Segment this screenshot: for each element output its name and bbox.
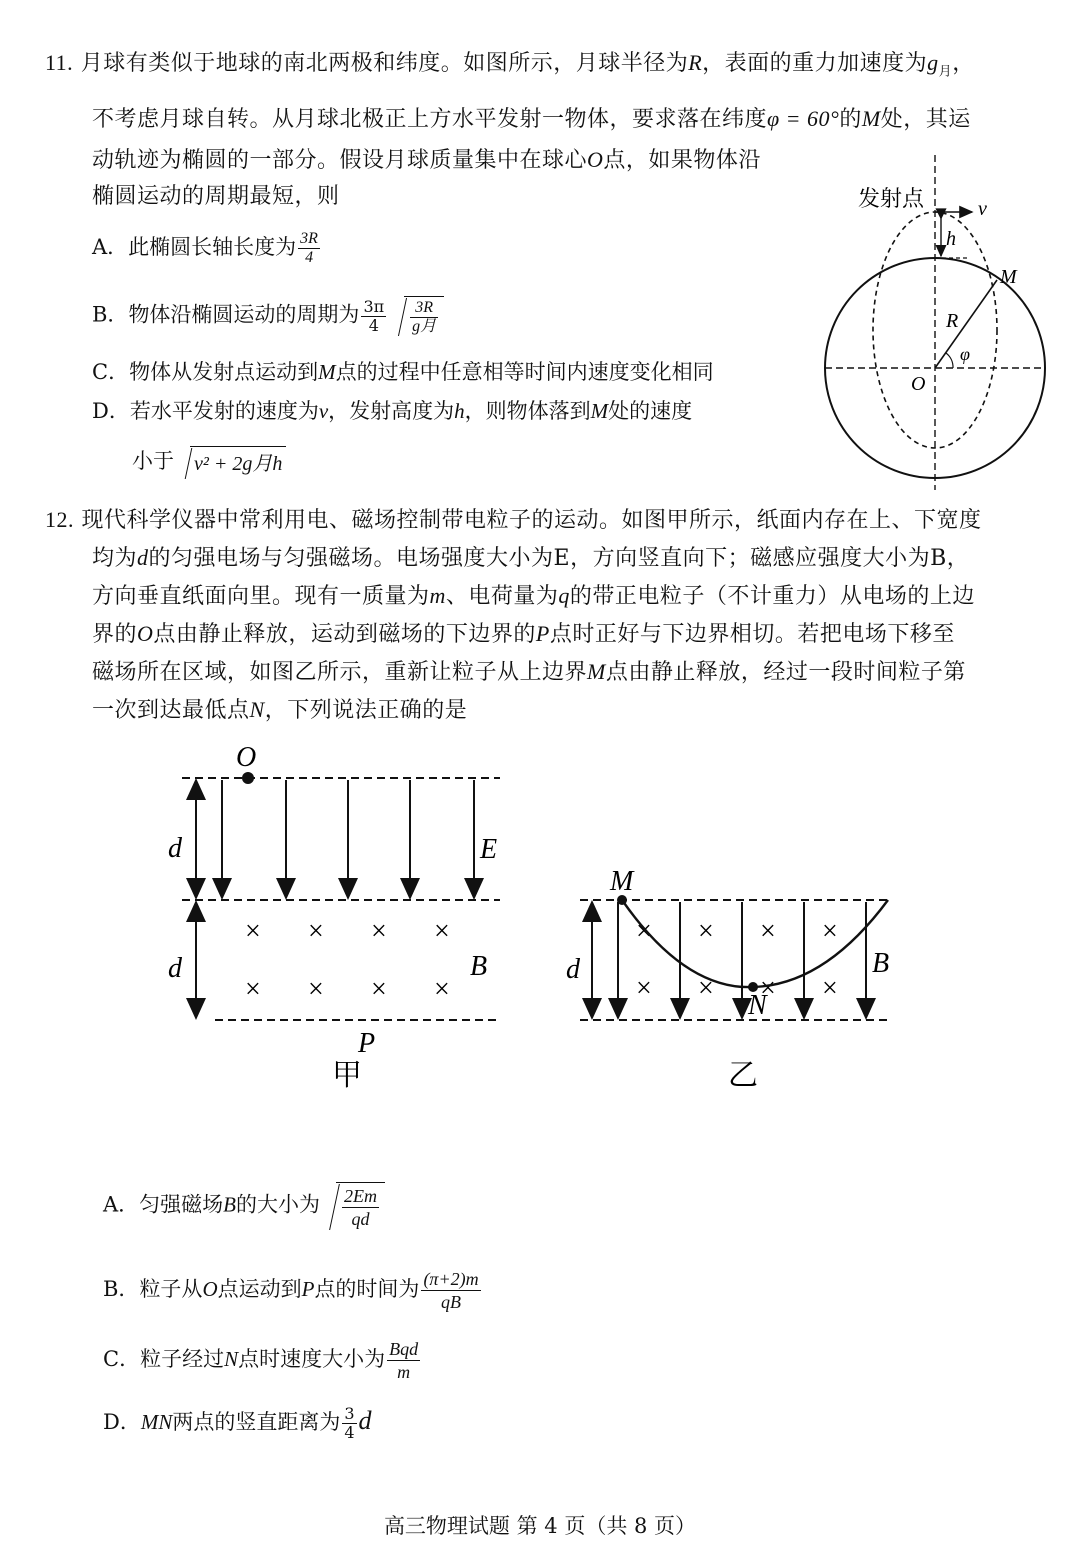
yi-point-n-label: N [748, 990, 767, 1021]
svg-text:×: × [822, 973, 838, 1004]
point-p-label: P [358, 1028, 376, 1059]
q12-option-c: C．粒子经过N点时速度大小为 $\frac{\text{Bqd}}{m}$ [103, 1339, 419, 1382]
svg-text:×: × [760, 916, 776, 947]
particle-trajectory [622, 900, 888, 987]
magnetic-crosses [245, 916, 450, 1005]
svg-text:×: × [698, 973, 714, 1004]
electric-field-lines [222, 780, 474, 896]
sqrt-symbol: $\frac{3R}{\text{g月}}$ [388, 296, 444, 336]
launch-point-label: 发射点 [858, 186, 925, 211]
height-label: h [946, 228, 956, 250]
q11-line4: 椭圆运动的周期最短，则 [92, 184, 340, 209]
q11-line3: 动轨迹为椭圆的一部分。假设月球质量集中在球心O点，如果物体沿 [92, 147, 761, 173]
width-label-1: d [168, 833, 182, 864]
q12-line5: 磁场所在区域，如图乙所示，重新让粒子从上边界M点由静止释放，经过一段时间粒子第 [92, 659, 966, 685]
point-m-label: M [1000, 266, 1017, 288]
phi-label: φ [960, 344, 970, 364]
point-o-dot [242, 772, 254, 784]
figure-yi [560, 860, 900, 1100]
svg-text:×: × [245, 916, 261, 947]
caption-yi: 乙 [728, 1059, 758, 1092]
q12-line6: 一次到达最低点N，下列说法正确的是 [92, 697, 468, 723]
svg-text:×: × [245, 974, 261, 1005]
svg-text:×: × [822, 916, 838, 947]
sqrt-symbol: v² + 2g月h [174, 446, 286, 479]
page-footer: 高三物理试题 第 4 页（共 8 页） [383, 1514, 697, 1538]
svg-text:×: × [371, 916, 387, 947]
q12-line1: 12. 现代科学仪器中常利用电、磁场控制带电粒子的运动。如图甲所示，纸面内存在上、下宽度 [45, 507, 982, 533]
q11-option-d-line2: 小于 v² + 2g月h [132, 446, 286, 479]
q11-option-c: C．物体从发射点运动到M点的过程中任意相等时间内速度变化相同 [92, 360, 714, 384]
angle-arc [946, 353, 953, 368]
point-o-label: O [236, 742, 257, 773]
q12-line3: 方向垂直纸面向里。现有一质量为m、电荷量为q的带正电粒子（不计重力）从电场的上边 [92, 583, 975, 609]
q12-line2: 均为d的匀强电场与匀强磁场。电场强度大小为E，方向竖直向下；磁感应强度大小为B， [92, 545, 970, 571]
q12-option-b: B．粒子从O点运动到P点的时间为 $\frac{(\pi+2)m}{qB}$ [103, 1269, 479, 1312]
moon-orbit-figure [810, 150, 1070, 495]
svg-text:×: × [434, 974, 450, 1005]
sqrt-symbol: $\frac{2Em}{qd}$ [320, 1182, 385, 1230]
svg-text:×: × [636, 916, 652, 947]
yi-b-label: B [872, 948, 890, 979]
yi-magnetic-crosses [636, 916, 838, 1004]
center-o-label: O [911, 373, 926, 395]
b-label: B [470, 951, 488, 982]
q11-option-a: A．此椭圆长轴长度为 $\frac{3R}{4}$ [92, 230, 318, 266]
svg-text:×: × [371, 974, 387, 1005]
svg-text:×: × [308, 916, 324, 947]
width-label-2: d [168, 953, 182, 984]
yi-width-label: d [566, 954, 580, 985]
velocity-label: v [978, 198, 987, 220]
radius-label: R [946, 310, 959, 332]
caption-jia: 甲 [332, 1059, 362, 1092]
svg-text:×: × [308, 974, 324, 1005]
figure-jia [160, 740, 520, 1100]
svg-text:×: × [760, 973, 776, 1004]
q11-option-d: D．若水平发射的速度为v，发射高度为h，则物体落到M处的速度 [92, 399, 693, 423]
q12-line4: 界的O点由静止释放，运动到磁场的下边界的P点时正好与下边界相切。若把电场下移至 [92, 621, 955, 647]
q12-number: 12. [45, 507, 74, 532]
q12-option-d: D．MN两点的竖直距离为 $\frac{3}{4}$ d [103, 1404, 372, 1442]
svg-text:×: × [434, 916, 450, 947]
e-label: E [480, 834, 498, 865]
q11-line1: 11. 月球有类似于地球的南北两极和纬度。如图所示，月球半径为R，表面的重力加速度为$g_月$， [45, 50, 975, 80]
q11-option-b: B．物体沿椭圆运动的周期为 $\frac{3\pi}{4}$ $\frac{3R}{\text{g月}}$ [92, 296, 444, 336]
q12-option-a: A．匀强磁场B的大小为 $\frac{2Em}{qd}$ [103, 1182, 385, 1230]
yi-point-m-label: M [610, 866, 634, 897]
svg-text:×: × [636, 973, 652, 1004]
q11-number: 11. [45, 50, 74, 75]
q11-line2: 不考虑月球自转。从月球北极正上方水平发射一物体，要求落在纬度φ = 60°的M处，其运 [92, 106, 971, 132]
svg-text:×: × [698, 916, 714, 947]
